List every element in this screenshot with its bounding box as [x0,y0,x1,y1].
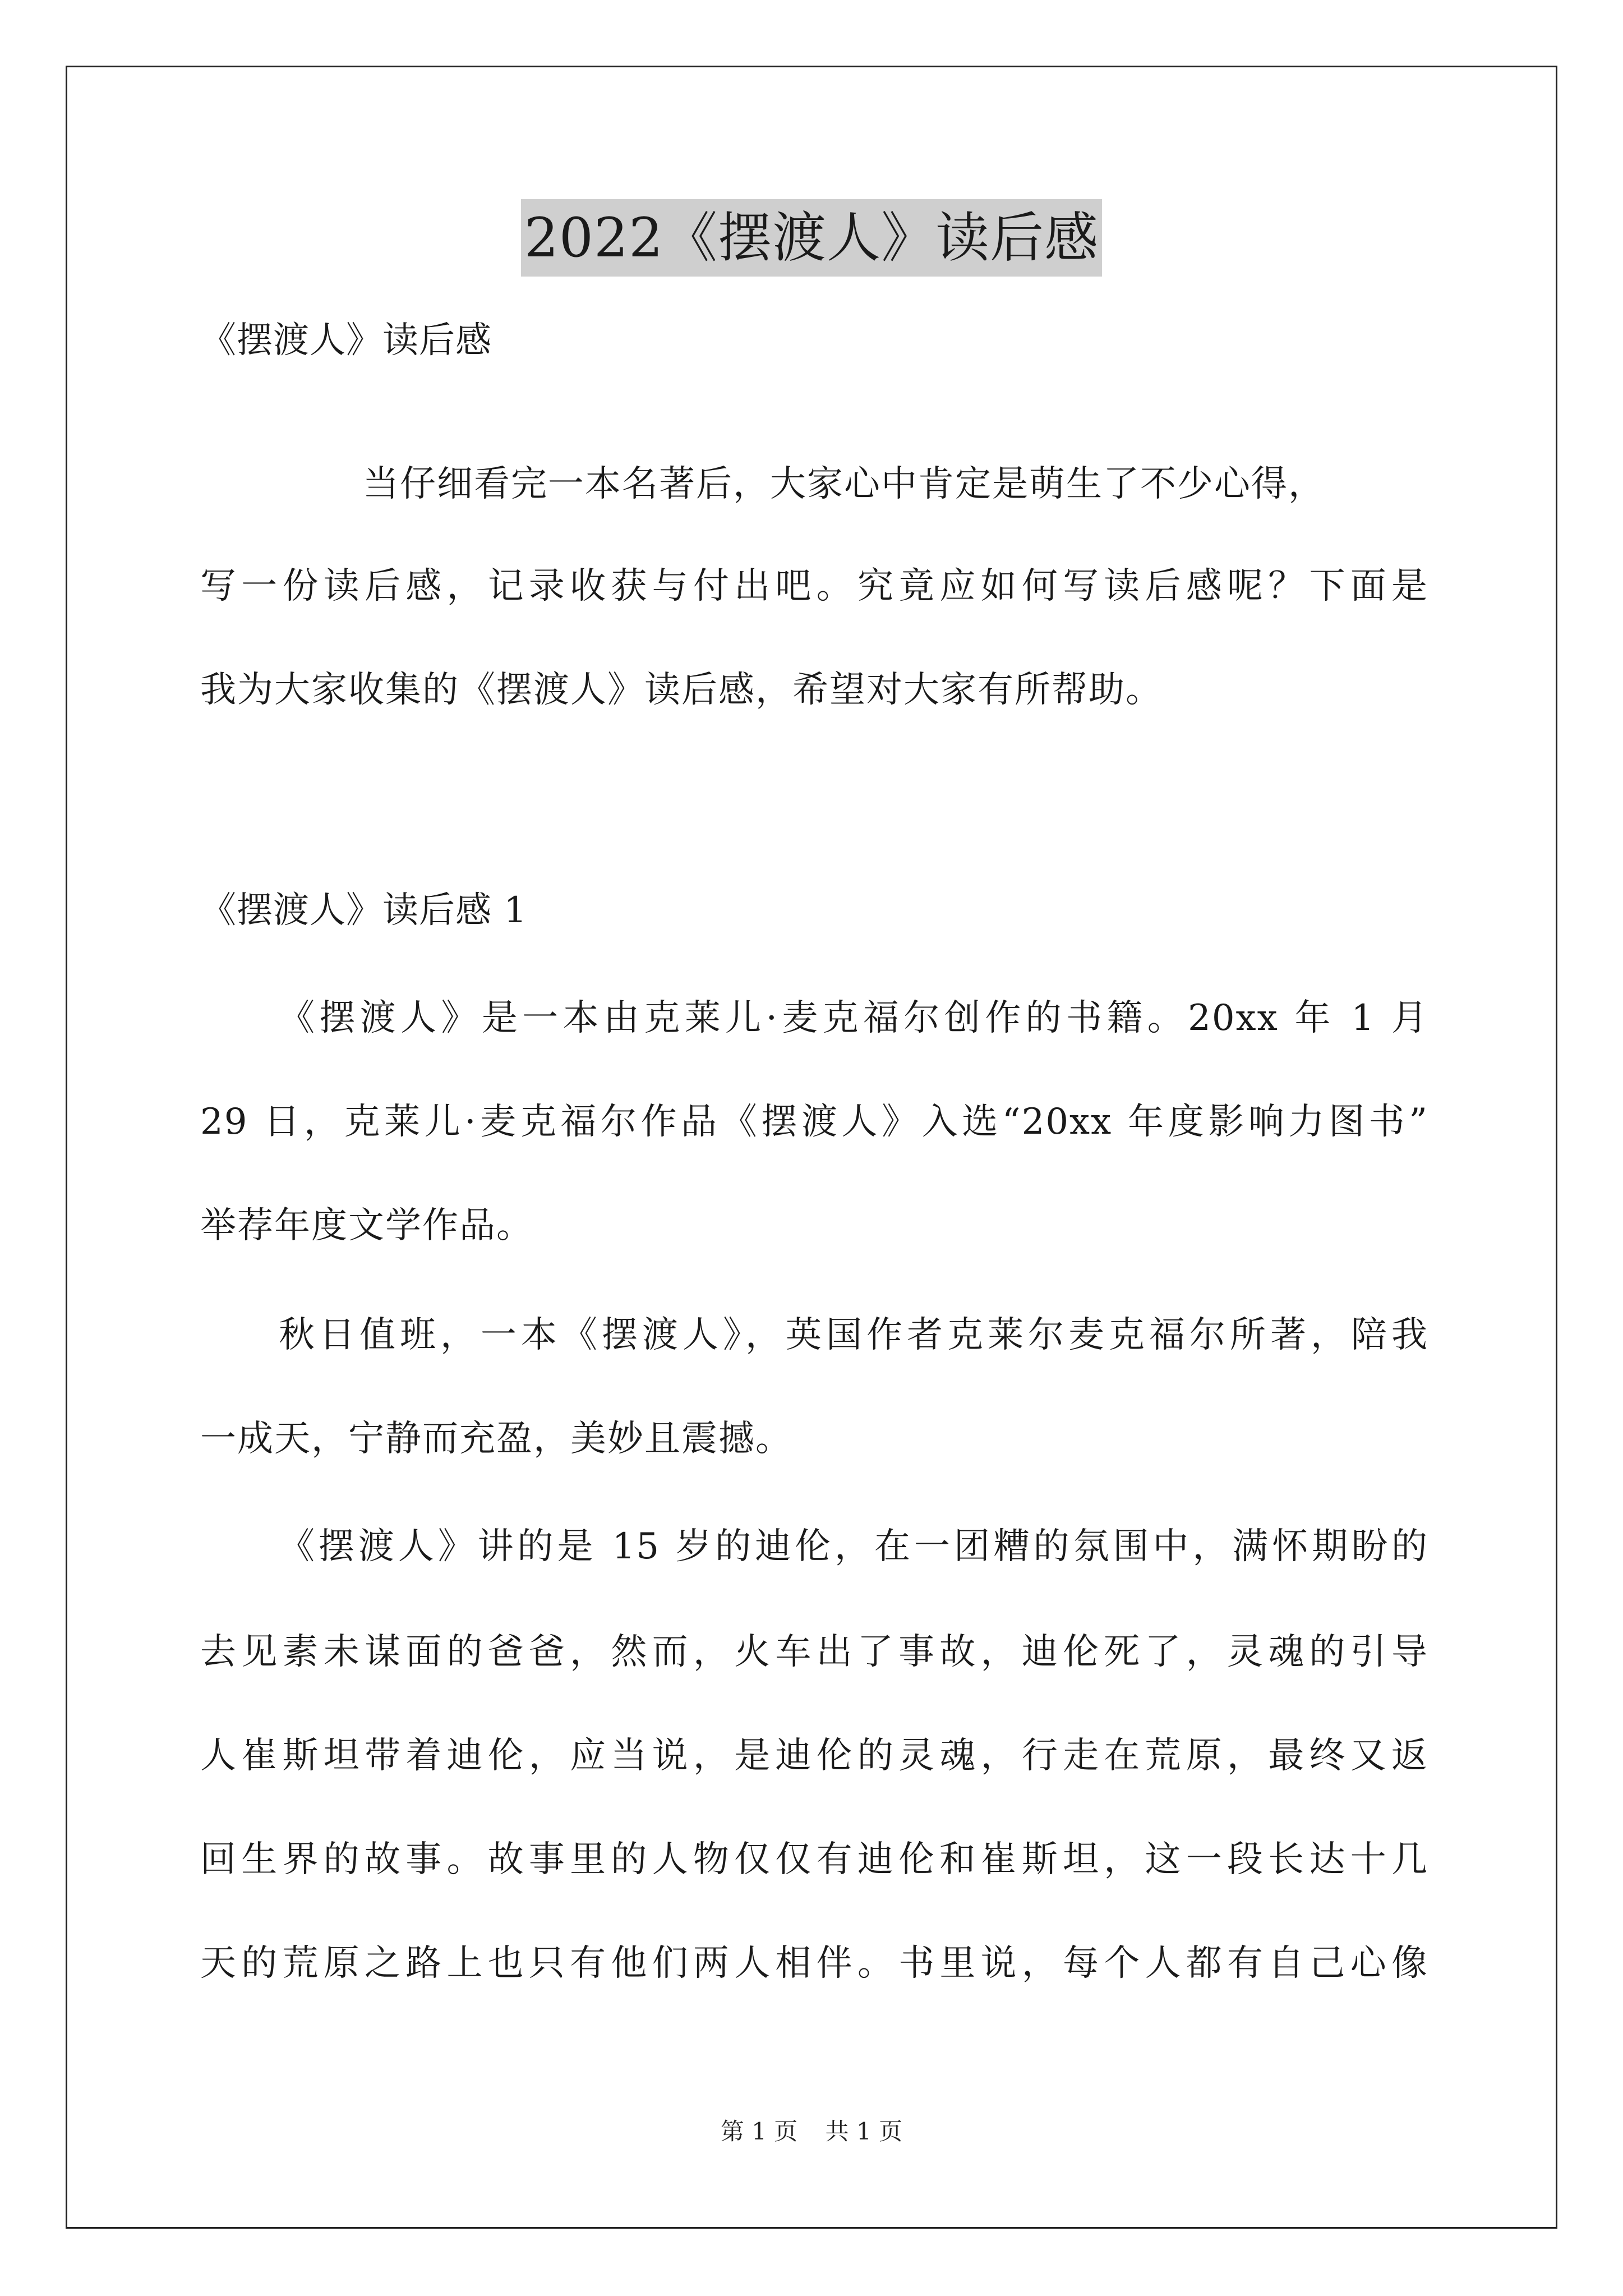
paragraph-line: 秋日值班，一本《摆渡人》，英国作者克莱尔麦克福尔所著，陪我 [279,1314,1428,1356]
paragraph-line: 举荐年度文学作品。 [200,1205,533,1246]
paragraph-line: 《摆渡人》是一本由克莱儿·麦克福尔创作的书籍。20xx 年 1 月 [279,997,1428,1039]
page-border [66,66,1557,2229]
paragraph-line: 去见素未谋面的爸爸，然而，火车出了事故，迪伦死了，灵魂的引导 [200,1631,1428,1673]
paragraph-line: 29 日，克莱儿·麦克福尔作品《摆渡人》入选“20xx 年度影响力图书” [200,1101,1428,1143]
paragraph-line: 人崔斯坦带着迪伦，应当说，是迪伦的灵魂，行走在荒原，最终又返 [200,1735,1428,1777]
paragraph-line: 回生界的故事。故事里的人物仅仅有迪伦和崔斯坦，这一段长达十几 [200,1839,1428,1880]
page-footer [0,2115,1623,2148]
title-container [0,199,1623,277]
intro-line: 当仔细看完一本名著后，大家心中肯定是萌生了不少心得， [363,463,1325,505]
intro-line: 写一份读后感，记录收获与付出吧。究竟应如何写读后感呢？下面是 [200,565,1428,607]
intro-line: 我为大家收集的《摆渡人》读后感，希望对大家有所帮助。 [200,669,1163,711]
section-heading: 《摆渡人》读后感 1 [200,890,528,931]
page-number: 第 1 页 [720,2118,798,2145]
paragraph-line: 一成天，宁静而充盈，美妙且震撼。 [200,1418,792,1460]
paragraph-line: 天的荒原之路上也只有他们两人相伴。书里说，每个人都有自己心像 [200,1943,1428,1984]
page-total: 共 1 页 [825,2118,903,2145]
paragraph-line: 《摆渡人》讲的是 15 岁的迪伦，在一团糟的氛围中，满怀期盼的 [279,1526,1428,1567]
intro-heading: 《摆渡人》读后感 [200,320,492,361]
document-title: 2022《摆渡人》读后感 [521,199,1102,277]
